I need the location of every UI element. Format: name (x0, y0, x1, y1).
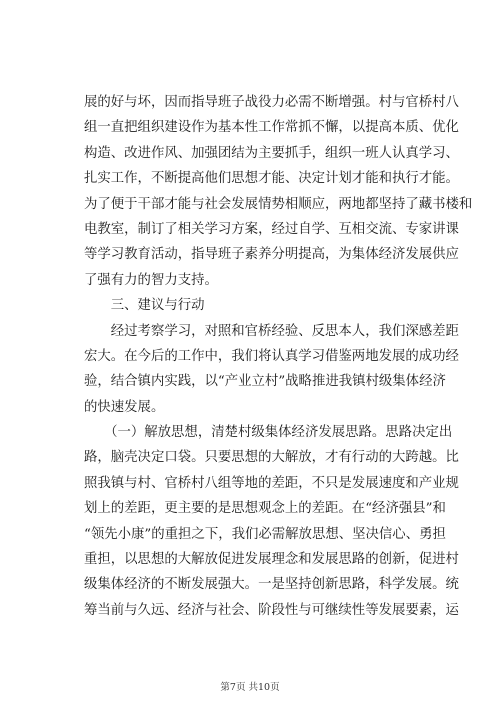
text-line: “领先小康”的重担之下，我们必需解放思想、坚决信心、勇担 (84, 526, 446, 542)
text-line: 划上的差距，更主要的是思想观念上的差距。在“经济强县”和 (84, 501, 446, 517)
text-line: 路，脑壳决定口袋。只要思想的大解放，才有行动的大跨越。比 (84, 450, 459, 466)
text-line: 的快速发展。 (84, 399, 165, 415)
text-line: 了强有力的智力支持。 (84, 272, 218, 288)
text-line: 级集体经济的不断发展强大。一是坚持创新思路，科学发展。统 (84, 577, 459, 593)
text-line: 筹当前与久远、经济与社会、阶段性与可继续性等发展要素，运 (84, 602, 459, 618)
text-line: （一）解放思想，清楚村级集体经济发展思路。思路决定出 (84, 425, 453, 441)
text-line: 经过考察学习，对照和官桥经验、反思本人，我们深感差距 (84, 323, 459, 339)
text-line: 照我镇与村、官桥村八组等地的差距，不只是发展速度和产业规 (84, 475, 459, 491)
body-text (84, 90, 473, 623)
text-line: 等学习教育活动，指导班子素养分明提高，为集体经济发展供应 (84, 247, 459, 263)
text-line: 扎实工作，不断提高他们思想才能、决定计划才能和执行才能。 (84, 171, 459, 187)
text-line: 电教室，制订了相关学习方案，经过自学、互相交流、专家讲课 (84, 221, 459, 237)
text-line: 宏大。在今后的工作中，我们将认真学习借鉴两地发展的成功经 (84, 348, 459, 364)
text-line: 重担，以思想的大解放促进发展理念和发展思路的创新，促进村 (84, 552, 459, 568)
text-line: 展的好与坏，因而指导班子战役力必需不断增强。村与官桥村八 (84, 95, 459, 110)
text-line: 验，结合镇内实践，以“产业立村”战略推进我镇村级集体经济 (84, 374, 446, 390)
text-line: 为了便于干部才能与社会发展情势相顺应，两地都坚持了藏书楼和 (84, 196, 473, 212)
text-line: 组一直把组织建设作为基本性工作常抓不懈，以提高本质、优化 (84, 120, 459, 136)
section-heading: 三、建议与行动 (84, 298, 205, 314)
text-line: 构造、改进作风、加强团结为主要抓手，组织一班人认真学习、 (84, 145, 459, 161)
page-number: 第7页 共10页 (220, 682, 280, 693)
